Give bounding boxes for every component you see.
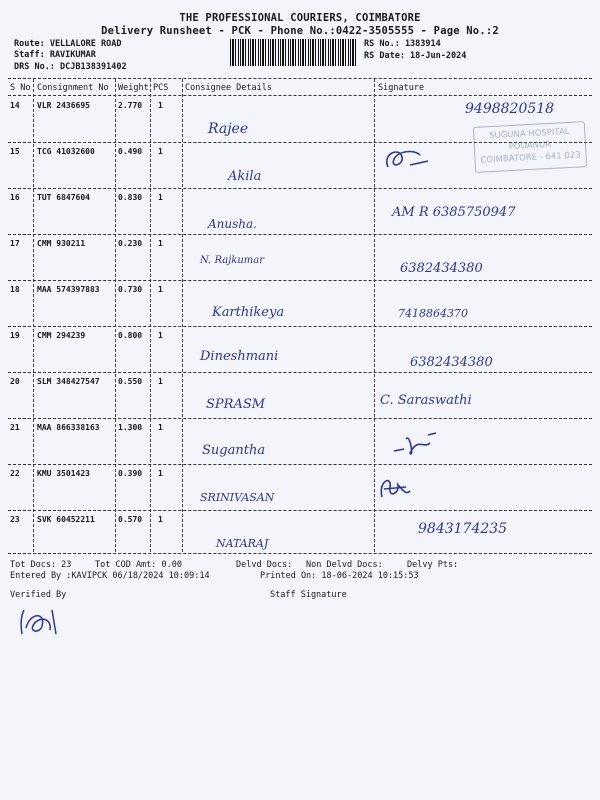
table-row [0, 281, 600, 327]
staff-label: Staff: RAVIKUMAR [14, 50, 96, 60]
table-row [0, 327, 600, 373]
signature-phone: 6382434380 [400, 261, 483, 276]
row-pcs: 1 [158, 147, 163, 156]
printed-on: Printed On: 18-06-2024 10:15:53 [260, 571, 419, 581]
row-weight: 1.300 [118, 423, 143, 432]
runsheet-subtitle: Delivery Runsheet - PCK - Phone No.:0422-3505555 - Page No.:2 [101, 25, 499, 37]
staff-signature-label: Staff Signature [270, 590, 347, 600]
row-pcs: 1 [158, 377, 163, 386]
col-header-signature: Signature [378, 83, 425, 93]
row-pcs: 1 [158, 193, 163, 202]
table-row [0, 511, 600, 557]
consignee-handwriting: N. Rajkumar [200, 255, 265, 266]
row-consignment: TCG 41032600 [37, 147, 95, 156]
col-header-weight: Weight [118, 83, 149, 93]
entered-by: Entered By :KAVIPCK 06/18/2024 10:09:14 [10, 571, 210, 581]
row-consignment: SVK 60452211 [37, 515, 95, 524]
rs-date: RS Date: 18-Jun-2024 [364, 51, 467, 61]
table-header-rule [8, 95, 592, 96]
row-pcs: 1 [158, 285, 163, 294]
consignee-handwriting: Anusha. [208, 217, 257, 231]
row-sno: 14 [10, 101, 20, 110]
consignee-handwriting: Rajee [208, 121, 249, 137]
rs-number: RS No.: 1383914 [364, 39, 441, 49]
col-header-consignment: Consignment No [37, 83, 109, 93]
signature-phone: 9843174235 [418, 521, 508, 537]
row-weight: 0.800 [118, 331, 143, 340]
row-consignment: CMM 294239 [37, 331, 86, 340]
row-sno: 22 [10, 469, 20, 478]
row-sno: 17 [10, 239, 20, 248]
row-pcs: 1 [158, 423, 163, 432]
row-consignment: SLM 348427547 [37, 377, 100, 386]
row-sno: 15 [10, 147, 20, 156]
row-sno: 19 [10, 331, 20, 340]
verified-by-label: Verified By [10, 590, 67, 600]
row-pcs: 1 [158, 331, 163, 340]
row-pcs: 1 [158, 515, 163, 524]
signature-scribble [380, 143, 440, 173]
row-sno: 18 [10, 285, 20, 294]
tot-docs: Tot Docs: 23 [10, 560, 72, 570]
row-weight: 0.490 [118, 147, 143, 156]
row-weight: 0.230 [118, 239, 143, 248]
row-sno: 20 [10, 377, 20, 386]
signature-scribble [390, 429, 450, 461]
delvy-pts: Delvy Pts: [407, 560, 459, 570]
consignee-handwriting: Akila [228, 169, 262, 184]
route-label: Route: VELLALORE ROAD [14, 39, 122, 49]
drs-number: DRS No.: DCJB138391402 [14, 62, 127, 72]
row-weight: 0.730 [118, 285, 143, 294]
row-pcs: 1 [158, 469, 163, 478]
table-row [0, 373, 600, 419]
row-weight: 2.770 [118, 101, 143, 110]
signature-scribble [376, 473, 416, 503]
signature-phone: AM R 6385750947 [392, 205, 516, 220]
consignee-handwriting: SRINIVASAN [200, 491, 275, 504]
signature-phone: 7418864370 [398, 307, 468, 320]
table-row [0, 419, 600, 465]
table-row [0, 465, 600, 511]
signature-phone: 6382434380 [410, 355, 493, 370]
row-sno: 16 [10, 193, 20, 202]
signature-phone: 9498820518 [465, 101, 555, 117]
signature-name: C. Saraswathi [380, 393, 472, 408]
consignee-handwriting: NATARAJ [216, 537, 269, 550]
row-sno: 21 [10, 423, 20, 432]
non-delvd-docs: Non Delvd Docs: [306, 560, 383, 570]
company-title: THE PROFESSIONAL COURIERS, COIMBATORE [179, 12, 421, 24]
consignee-handwriting: SPRASM [206, 397, 266, 412]
stamp-line-2: PODANUR [508, 139, 552, 153]
consignee-handwriting: Dineshmani [200, 349, 279, 364]
row-consignment: VLR 2436695 [37, 101, 90, 110]
tot-cod-amt: Tot COD Amt: 0.00 [95, 560, 182, 570]
row-consignment: MAA 574397883 [37, 285, 100, 294]
table-row [0, 189, 600, 235]
row-sno: 23 [10, 515, 20, 524]
consignee-handwriting: Karthikeya [212, 305, 285, 320]
col-header-sno: S No [10, 83, 31, 93]
table-row [0, 235, 600, 281]
table-bottom-rule [8, 553, 592, 554]
row-consignment: KMU 3501423 [37, 469, 90, 478]
row-weight: 0.390 [118, 469, 143, 478]
row-pcs: 1 [158, 101, 163, 110]
row-consignment: CMM 930211 [37, 239, 86, 248]
row-pcs: 1 [158, 239, 163, 248]
col-header-pcs: PCS [153, 83, 169, 93]
stamp-line-1: SUGUNA HOSPITAL [488, 126, 570, 142]
table-top-rule [8, 78, 592, 79]
col-header-consignee: Consignee Details [185, 83, 272, 93]
row-weight: 0.830 [118, 193, 143, 202]
delvd-docs: Delvd Docs: [236, 560, 293, 570]
verifier-signature [16, 604, 62, 644]
stamp-line-3: COIMBATORE - 641 023 [480, 150, 581, 166]
row-consignment: TUT 6847604 [37, 193, 90, 202]
row-consignment: MAA 866338163 [37, 423, 100, 432]
row-weight: 0.550 [118, 377, 143, 386]
row-weight: 0.570 [118, 515, 143, 524]
hospital-stamp [473, 121, 587, 173]
consignee-handwriting: Sugantha [202, 443, 266, 458]
barcode [230, 39, 356, 66]
